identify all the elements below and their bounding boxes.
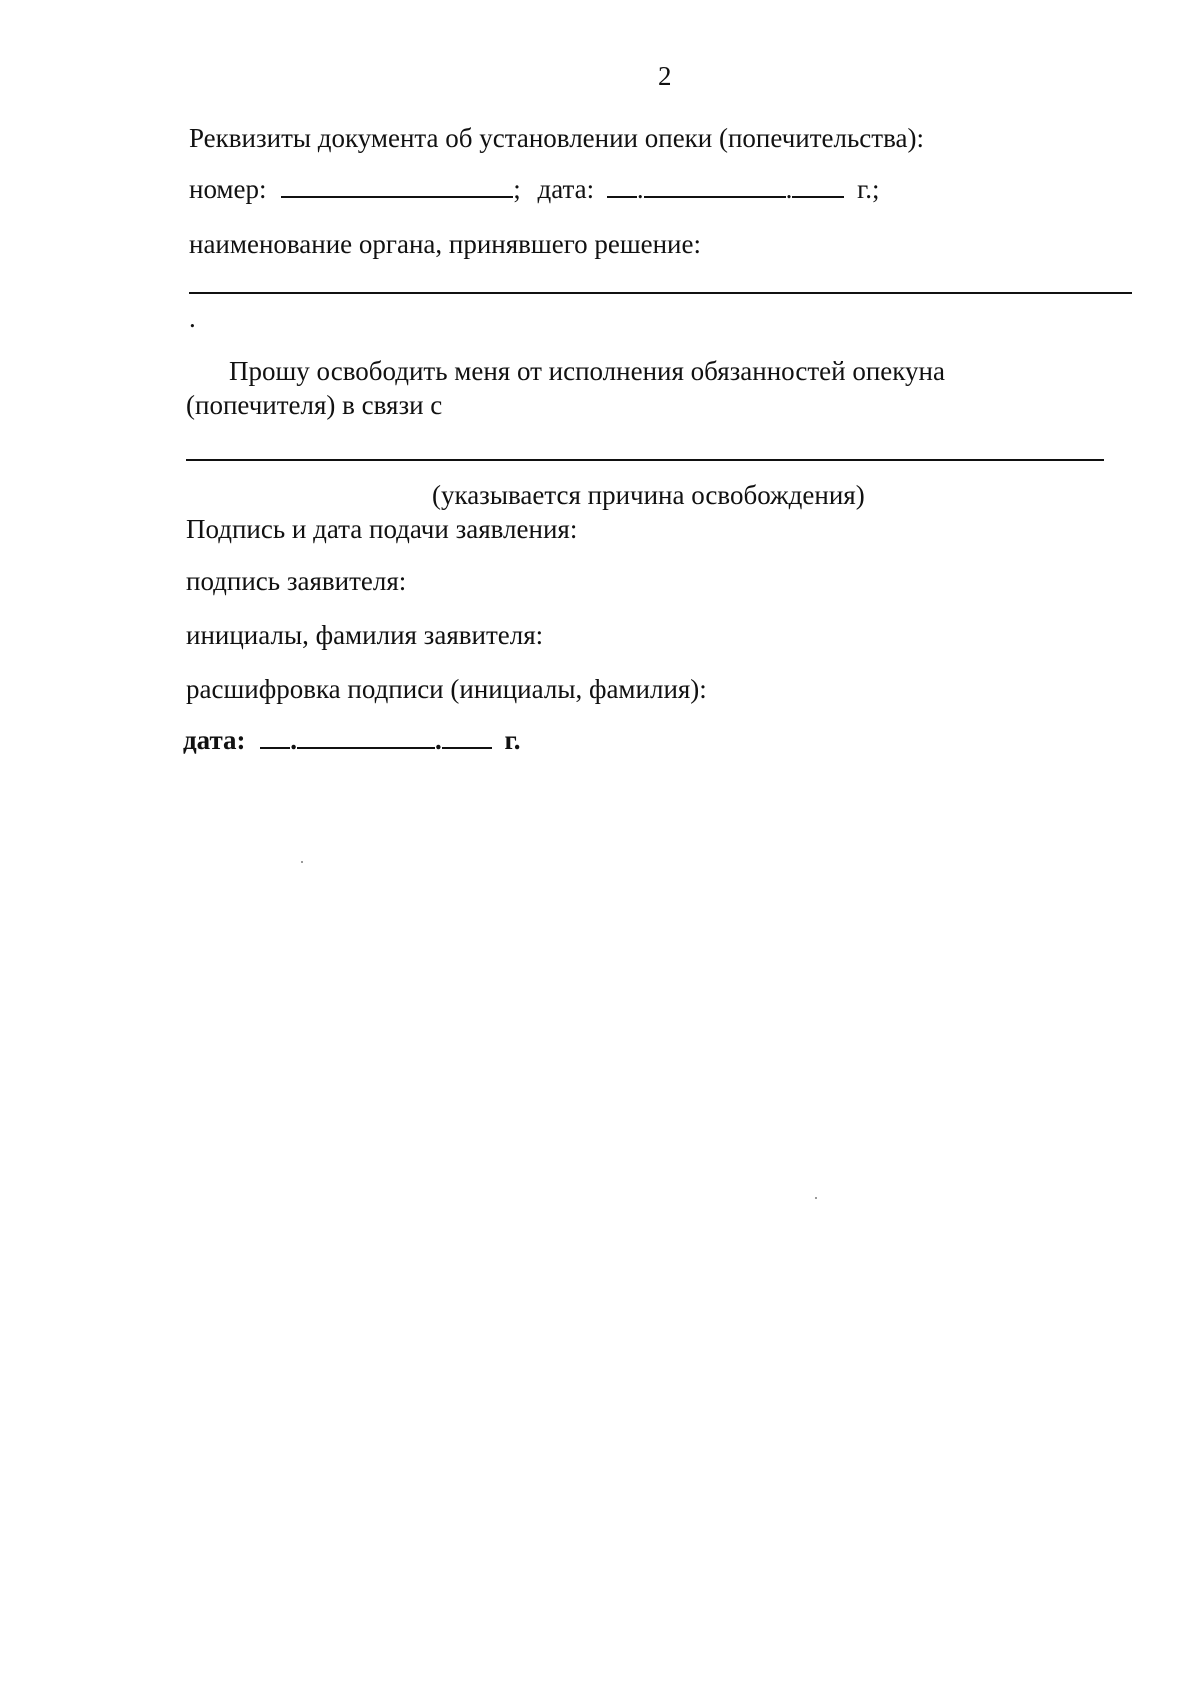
number-separator: ; bbox=[513, 174, 521, 204]
reason-caption: (указывается причина освобождения) bbox=[432, 480, 865, 510]
number-label: номер: bbox=[189, 174, 267, 204]
reason-blank-line[interactable] bbox=[186, 459, 1104, 461]
request-line-1: Прошу освободить меня от исполнения обязанностей опекуна bbox=[229, 356, 945, 386]
applicant-name-label: инициалы, фамилия заявителя: bbox=[186, 620, 544, 650]
signature-decryption-label: расшифровка подписи (инициалы, фамилия): bbox=[186, 674, 707, 704]
signature-date-year-blank[interactable] bbox=[442, 725, 492, 749]
authority-blank-line[interactable] bbox=[189, 292, 1132, 294]
scan-speck bbox=[301, 861, 303, 863]
page-number: 2 bbox=[658, 61, 672, 91]
scan-speck bbox=[815, 1197, 817, 1199]
signature-date-month-blank[interactable] bbox=[297, 725, 435, 749]
applicant-signature-label: подпись заявителя: bbox=[186, 566, 407, 596]
signature-date-line bbox=[183, 724, 521, 756]
number-blank[interactable] bbox=[281, 174, 513, 198]
signature-date-label: дата: bbox=[183, 725, 246, 755]
date-day-blank[interactable] bbox=[607, 174, 637, 198]
trailing-dot: . bbox=[189, 303, 196, 333]
year-suffix: г.; bbox=[857, 174, 880, 204]
signature-heading: Подпись и дата подачи заявления: bbox=[186, 514, 578, 544]
signature-date-day-blank[interactable] bbox=[260, 725, 290, 749]
date-dot: . bbox=[785, 174, 793, 204]
request-line-2: (попечителя) в связи с bbox=[186, 390, 443, 420]
date-label: дата: bbox=[537, 174, 595, 204]
requisites-heading: Реквизиты документа об установлении опеки (попечительства): bbox=[189, 123, 924, 153]
authority-label: наименование органа, принявшего решение: bbox=[189, 229, 701, 259]
date-dot: . bbox=[636, 174, 644, 204]
date-year-blank[interactable] bbox=[792, 174, 844, 198]
requisites-number-date-line bbox=[189, 173, 879, 205]
date-dot: . bbox=[435, 725, 442, 755]
signature-year-suffix: г. bbox=[504, 725, 521, 755]
date-dot: . bbox=[290, 725, 298, 755]
date-month-blank[interactable] bbox=[644, 174, 786, 198]
